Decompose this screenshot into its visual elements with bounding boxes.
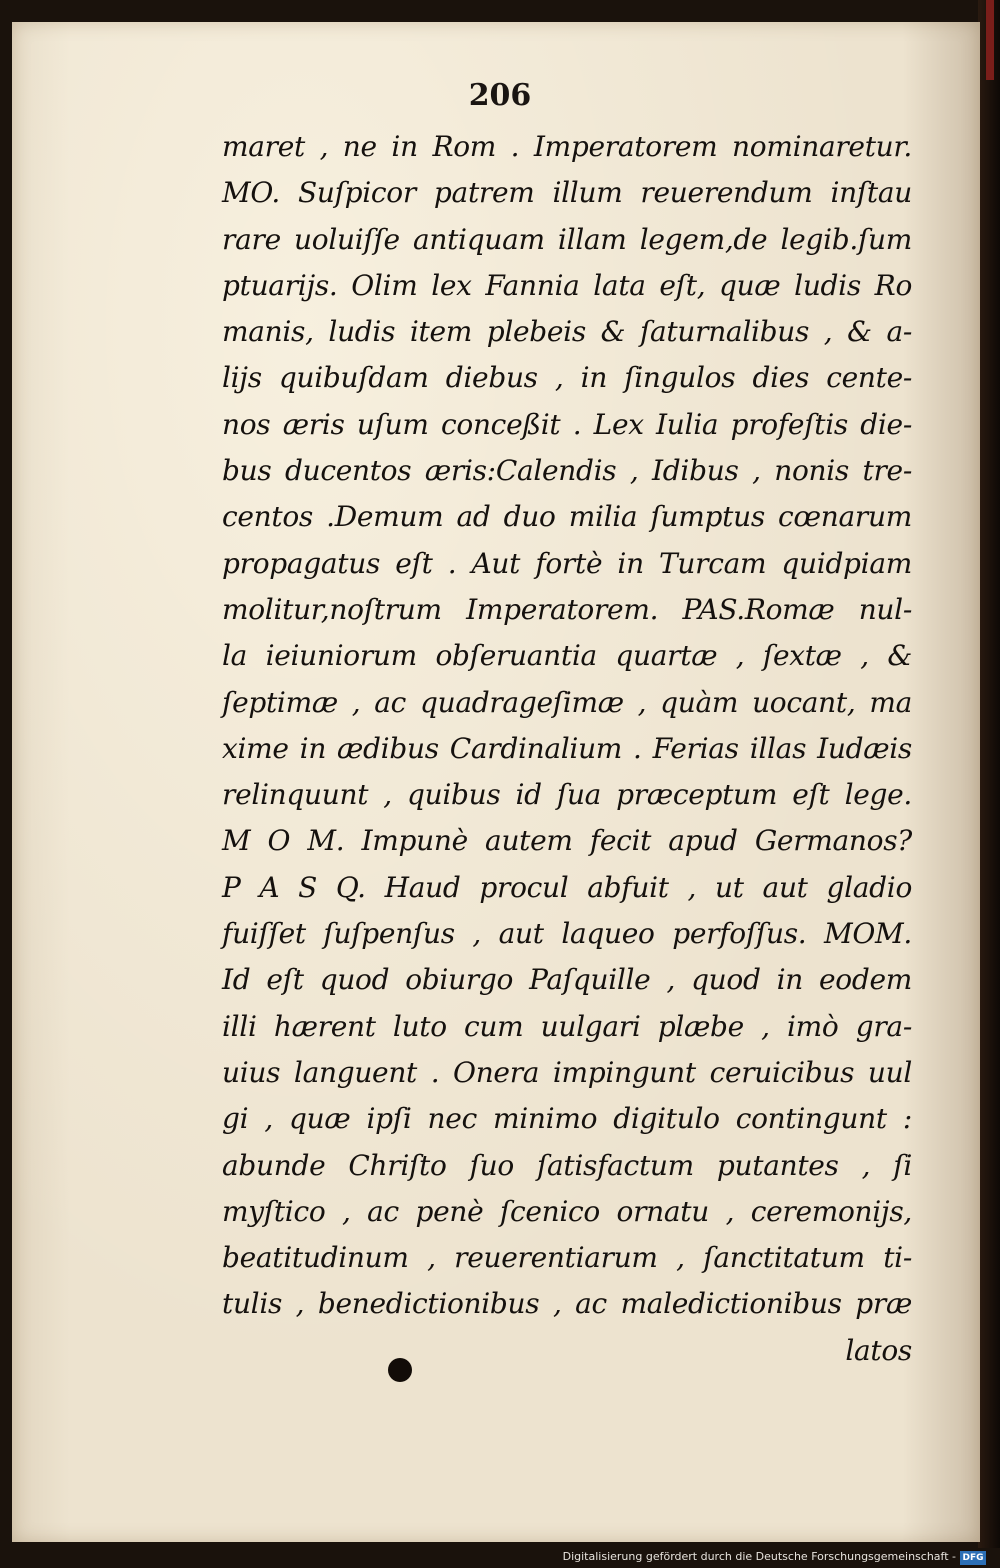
text-line: Id eſt quod obiurgo Paſquille , quod in eodem [222,963,912,997]
dfg-logo: DFG [960,1551,986,1565]
text-line: nos æris uſum conceßit . Lex Iulia profeſtis die- [222,407,912,441]
text-line: abunde Chriſto ſuo ſatisfactum putantes , ſi [222,1148,912,1182]
text-line: propagatus eſt . Aut fortè in Turcam quidpiam [222,546,912,580]
text-line: tulis , benedictionibus , ac maledictionibus præ [222,1287,912,1321]
ink-blot [388,1358,412,1382]
text-line: molitur,noſtrum Imperatorem. PAS.Romæ nul- [222,592,912,626]
text-line: centos .Demum ad duo milia ſumptus cœnarum [222,500,912,534]
text-line: lijs quibuſdam diebus , in ſingulos dies cente- [222,361,912,395]
text-line: xime in ædibus Cardinalium . Ferias illas Iudæis [222,731,912,765]
text-line: relinquunt , quibus id ſua præceptum eſt lege. [222,778,912,812]
text-line: MO. Suſpicor patrem illum reuerendum inſtau [222,176,912,210]
text-line: fuiſſet ſuſpenſus , aut laqueo perfoſſus. MOM. [222,917,912,951]
text-line: ſeptimæ , ac quadrageſimæ , quàm uocant, ma [222,685,912,719]
text-line: uius languent . Onera impingunt ceruicibus uul [222,1055,912,1089]
text-line: beatitudinum , reuerentiarum , ſanctitatum ti- [222,1241,912,1275]
text-line: rare uoluiſſe antiquam illam legem,de legib.ſum [222,222,912,256]
text-line: manis, ludis item plebeis & ſaturnalibus , & a- [222,315,912,349]
text-line: illi hærent luto cum uulgari plæbe , imò gra- [222,1009,912,1043]
catchword: latos [845,1333,912,1367]
binding-edge [986,0,994,80]
text-line: bus ducentos æris:Calendis , Idibus , nonis tre- [222,454,912,488]
text-line: gi , quæ ipſi nec minimo digitulo contingunt : [222,1102,912,1136]
text-line: la ieiuniorum obſeruantia quartæ , ſextæ , & [222,639,912,673]
text-line: M O M. Impunè autem fecit apud Germanos? [222,824,912,858]
page-number: 206 [468,78,532,113]
text-line: myſtico , ac penè ſcenico ornatu , ceremonijs, [222,1194,912,1228]
digitization-credit: Digitalisierung gefördert durch die Deutsche Forschungsgemeinschaft - [562,1550,956,1563]
book-spine-shadow [978,0,1000,1568]
text-line: maret , ne in Rom . Imperatorem nominaretur. [222,130,912,163]
page-text-block [222,124,912,1374]
text-line: P A S Q. Haud procul abfuit , ut aut gladio [222,870,912,904]
text-line: ptuarijs. Olim lex Fannia lata eſt, quæ ludis Ro [222,268,912,302]
